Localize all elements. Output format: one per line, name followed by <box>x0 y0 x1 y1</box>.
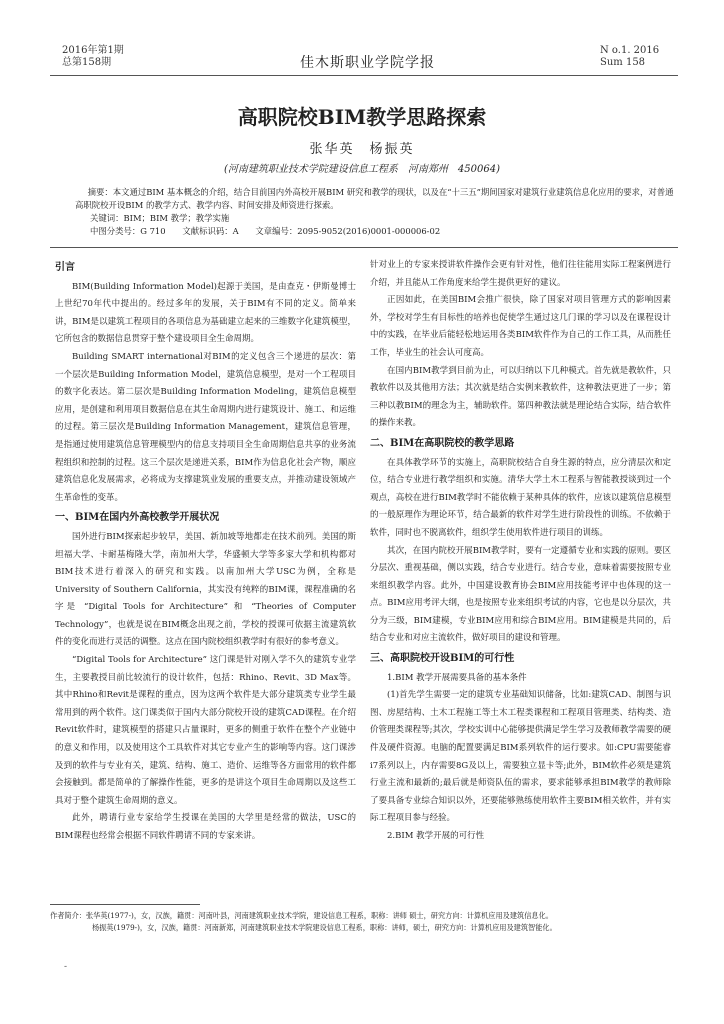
section-heading-1: 一、BIM在国内外高校教学开展状况 <box>55 512 220 524</box>
right-column <box>370 257 671 846</box>
section-heading-2: 二、BIM在高职院校的教学思路 <box>370 437 515 449</box>
classification-info: 中图分类号：G 710 文献标识码：A 文章编号：2095-9052(2016)0001-000006-02 <box>90 226 441 236</box>
paragraph: (1)首先学生需要一定的建筑专业基础知识储备，比如:建筑CAD、制图与识图、房屋结构、土木工程施工等土木工程类课程和工程项目管理类、结构类、造价管理类课程等;其次，学校实训中心能够提供满足学生学习及教师教学需要的硬件及硬件资源。电脑的配置要满足BIM系列软件的运行要求。如:CPU需要能睿i7系列以上，内存需要8G及以上，需要独立显卡等;此外，BIM软件必须是建筑行业主流和最新的;最后就是师资队伍的需求，要求能够承担BIM教学的教师除了要具备专业综合知识以外，还要能够熟练使用软件主要BIM相关软件，并有实际工程项目参与经验。 <box>370 690 671 824</box>
paragraph: 在国内BIM教学到目前为止，可以归纳以下几种模式。首先就是教软件，只教软件以及其他用方法；其次就是结合实例来教软件，这种教法更进了一步；第三种以教BIM的理念为主，辅助软件。第四种教法就是理论结合实际，结合软件的操作来教。 <box>370 365 671 429</box>
article-title: 高职院校BIM教学思路探索 <box>237 105 487 129</box>
paragraph: BIM(Building Information Model)起源于美国，是由查克・伊斯曼博士上世纪70年代中提出的。经过多年的发展，关于BIM有不同的定义。简单来讲，BIM是以建筑工程项目的各项信息为基础建立起来的三维数字化建筑模型，它所包含的数据信息贯穿于整个建设项目全生命周期。 <box>55 281 356 345</box>
paragraph: “Digital Tools for Architecture” 这门课是针对刚入学不久的建筑专业学生，主要教授目前比较流行的设计软件，包括：Rhino、Revit、3D Max等。其中Rhino和Revit是课程的重点，因为这两个软件是大部分建筑类专业学生最常用到的两个软件。这门课类似于国内大部分院校开设的建筑CAD课程。在介绍Revit软件时，建筑模型的搭建只占量课时，更多的侧重于软件在整个产业链中的意义和作用，以及使用这个工具软件对其它专业产生的影响等内容。这门课涉及到的软件与专业有关，建筑、结构、施工、造价、运维等各方面常用的软件都会接触到。都是简单的了解操作性能，更多的是讲这个项目生命周期以及这些工具对于整个建筑生命周期的意义。 <box>55 655 356 806</box>
paragraph: 在具体教学环节的实施上，高职院校结合自身生源的特点，应分清层次和定位，结合专业进行教学组织和实施。清华大学土木工程系与智能教授谈到过一个观点，高校在进行BIM教学时不能依赖于某种具体的软件，应该以建筑信息模型的一般原理作为理论环节，结合最新的软件对学生进行阶段性的训练。不依赖于软件，同时也不脱离软件，组织学生使用软件进行项目的训练。 <box>370 457 671 538</box>
author-affiliation: (河南建筑职业技术学院建设信息工程系 河南郑州 450064) <box>224 164 500 175</box>
paragraph: 国外进行BIM探索起步较早，美国、新加坡等地都走在技术前列。美国的斯坦福大学、卡耐基梅隆大学，南加州大学，华盛顿大学等多家大学和机构都对BIM技术进行着深入的研究和实践。以南加州大学USC为例，全称是University of Southern California，其实没有纯粹的BIM课，课程准确的名字是 “Digital Tools for Architecture” 和 “Theories of Computer Technology”，也就是说在BIM概念出现之前，学校的授课可依据主流建筑软件的变化而进行灵活的调整。这点在国内院校组织教学时有很好的参考意义。 <box>55 531 356 648</box>
paragraph: 其次，在国内院校开展BIM教学时，要有一定遵循专业和实践的原则。要区分层次、重视基础，侧以实践，结合专业进行。结合专业，意味着需要按照专业来组织教学内容。此外，中国建设教育协会BIM应用技能考评中也体现的这一点。BIM应用考评大纲，也是按照专业来组织考试的内容，它也是以分层次，共分为三级，BIM建模，专业BIM应用和综合BIM应用。BIM建模是共同的，后结合专业和对应主流软件，做好项目的建设和管理。 <box>370 545 671 644</box>
abstract <box>75 186 675 238</box>
paragraph: Building SMART international对BIM的定义包含三个递进的层次：第一个层次是Building Information Model，建筑信息模型，是对一个工程项目的数字化表达。第二层次是Building Information Modeling，建筑信息模型应用，是创建和利用项目数据信息在其生命周期内进行建筑设计、施工、和运维的过程。第三层次是Building Information Management，建筑信息管理，是指通过使用建筑信息管理模型内的信息支持项目全生命周期信息共享的业务流程组织和控制的过程。这三个层次是递进关系，BIM作为信息化社会产物，顺应建筑信息化发展需求，必将成为支撑建筑业发展的重要支点，并推动建设领域产生革命性的变革。 <box>55 351 356 503</box>
issue-number: N o.1. 2016 Sum 158 <box>600 45 660 68</box>
paragraph: 此外，聘请行业专家给学生授课在美国的大学里是经常的做法，USC的BIM课程也经常会根据不同软件聘请不同的专家来讲。 <box>55 813 356 841</box>
keywords: 关键词：BIM；BIM 教学；教学实施 <box>90 213 230 223</box>
abstract-divider <box>50 247 678 248</box>
header-divider <box>50 75 678 76</box>
issue-label: 2016年第1期 总第158期 <box>62 45 124 68</box>
footnote-line: 杨振英(1979-)，女，汉族，籍贯：河南新郑，河南建筑职业技术学院建设信息工程系，职称：讲师，硕士，研究方向：计算机应用及建筑智能化。 <box>92 923 557 932</box>
footnote-divider <box>50 904 200 905</box>
author-footnote <box>50 910 680 934</box>
subsection-heading: 1.BIM 教学开展需要具备的基本条件 <box>387 672 527 683</box>
left-column <box>55 257 356 846</box>
abstract-text: 摘要：本文通过BIM 基本概念的介绍，结合目前国内外高校开展BIM 研究和教学的现状，以及在“十三五”期间国家对建筑行业建筑信息化应用的要求，对普通高职院校开设BIM 的教学方式、教学内容、时间安排及师资进行探索。 <box>75 187 674 210</box>
article-authors: 张华英 杨振英 <box>309 142 415 157</box>
subsection-heading: 2.BIM 教学开展的可行性 <box>387 831 485 841</box>
paragraph: 正因如此，在美国BIM会推广很快，除了国家对项目管理方式的影响因素外，学校对学生有目标性的培养也促使学生通过这几门课的学习以及在课程设计中的实践，在毕业后能轻松地运用各类BIM软件作为自己的工作工具，从而胜任工作，毕业生的社会认可度高。 <box>370 295 671 358</box>
journal-name: 佳木斯职业学院学报 <box>300 55 435 71</box>
stray-mark: - <box>64 962 68 972</box>
footnote-line: 作者简介：张华英(1977-)，女，汉族，籍贯：河南叶县，河南建筑职业技术学院，建设信息工程系，职称：讲师 硕士，研究方向：计算机应用及建筑信息化。 <box>50 911 553 920</box>
section-heading-intro: 引言 <box>55 262 75 273</box>
section-heading-3: 三、高职院校开设BIM的可行性 <box>370 653 515 665</box>
paragraph: 针对业上的专家来授讲软件操作会更有针对性，他们往往能用实际工程案例进行介绍，并且能从工作角度来给学生提供更好的建议。 <box>370 260 671 288</box>
